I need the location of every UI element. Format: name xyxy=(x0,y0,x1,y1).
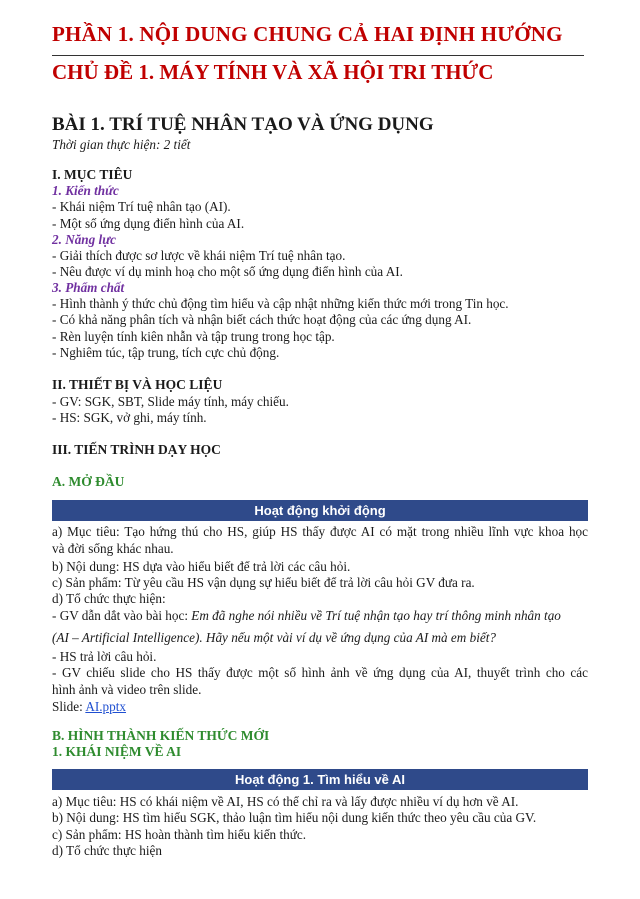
lesson-title: BÀI 1. TRÍ TUỆ NHÂN TẠO VÀ ỨNG DỤNG xyxy=(52,114,434,135)
warmup-organization: d) Tổ chức thực hiện: xyxy=(52,591,166,606)
gv-slide-line: hình ảnh và video trên slide. xyxy=(52,682,202,697)
warmup-goal-line: a) Mục tiêu: Tạo hứng thú cho HS, giúp HS thấy được AI có mặt trong nhiều lĩnh vực khoa học xyxy=(52,524,588,539)
activity-banner-ai: Hoạt động 1. Tìm hiểu về AI xyxy=(52,769,588,790)
title-divider xyxy=(52,55,584,56)
knowledge-item: - Khái niệm Trí tuệ nhân tạo (AI). xyxy=(52,199,231,214)
gv-question: Em đã nghe nói nhiều về Trí tuệ nhận tạo hay trí thông minh nhân tạo xyxy=(191,608,561,623)
qualities-item: - Rèn luyện tính kiên nhẫn và tập trung trong học tập. xyxy=(52,329,335,344)
part-title: PHẦN 1. NỘI DUNG CHUNG CẢ HAI ĐỊNH HƯỚNG xyxy=(52,22,563,46)
warmup-goal-line: và đời sống khác nhau. xyxy=(52,541,174,556)
gv-intro-label: - GV dẫn dắt vào bài học: xyxy=(52,608,192,623)
qualities-heading: 3. Phẩm chất xyxy=(52,280,125,295)
slide-line xyxy=(52,698,126,715)
qualities-item: - Hình thành ý thức chủ động tìm hiểu và cập nhật những kiến thức mới trong Tin học. xyxy=(52,296,509,311)
hs-answer: - HS trả lời câu hỏi. xyxy=(52,649,157,664)
qualities-item: - Nghiêm túc, tập trung, tích cực chủ động. xyxy=(52,345,280,360)
section-b-subheading: 1. KHÁI NIỆM VỀ AI xyxy=(52,744,182,759)
slide-label: Slide: xyxy=(52,699,86,714)
equipment-heading: II. THIẾT BỊ VÀ HỌC LIỆU xyxy=(52,377,223,392)
activity-banner-warmup: Hoạt động khởi động xyxy=(52,500,588,521)
equipment-item: - GV: SGK, SBT, Slide máy tính, máy chiếu. xyxy=(52,394,289,409)
warmup-product: c) Sản phẩm: Từ yêu cầu HS vận dụng sự hiểu biết để trả lời câu hỏi GV đưa ra. xyxy=(52,575,475,590)
knowledge-item: - Một số ứng dụng điển hình của AI. xyxy=(52,216,245,231)
gv-question-cont: (AI – Artificial Intelligence). Hãy nếu một vài ví dụ về ứng dụng của AI mà em biết? xyxy=(52,630,496,645)
duration-text: Thời gian thực hiện: 2 tiết xyxy=(52,137,191,152)
gv-slide-line: - GV chiếu slide cho HS thấy được một số hình ảnh về ứng dụng của AI, thuyết trình cho các xyxy=(52,665,588,680)
ai-organization: d) Tổ chức thực hiện xyxy=(52,843,162,858)
equipment-item: - HS: SGK, vở ghi, máy tính. xyxy=(52,410,207,425)
section-a-heading: A. MỞ ĐẦU xyxy=(52,474,125,489)
objectives-heading: I. MỤC TIÊU xyxy=(52,167,133,182)
skills-item: - Nêu được ví dụ minh hoạ cho một số ứng dụng điển hình của AI. xyxy=(52,264,403,279)
ai-product: c) Sản phẩm: HS hoàn thành tìm hiểu kiến thức. xyxy=(52,827,307,842)
qualities-item: - Có khả năng phân tích và nhận biết cách thức hoạt động của các ứng dụng AI. xyxy=(52,312,472,327)
warmup-content: b) Nội dung: HS dựa vào hiểu biết để trả lời các câu hỏi. xyxy=(52,559,351,574)
knowledge-heading: 1. Kiến thức xyxy=(52,183,119,198)
ai-goal: a) Mục tiêu: HS có khái niệm về AI, HS có thể chỉ ra và lấy được nhiều ví dụ hơn về AI. xyxy=(52,794,519,809)
gv-intro-line xyxy=(52,607,561,624)
skills-heading: 2. Năng lực xyxy=(52,232,116,247)
topic-title: CHỦ ĐỀ 1. MÁY TÍNH VÀ XÃ HỘI TRI THỨC xyxy=(52,60,494,84)
ai-content: b) Nội dung: HS tìm hiểu SGK, thảo luận tìm hiểu nội dung kiến thức theo yêu cầu của GV. xyxy=(52,810,537,825)
skills-item: - Giải thích được sơ lược về khái niệm Trí tuệ nhân tạo. xyxy=(52,248,346,263)
slide-link[interactable]: AI.pptx xyxy=(85,699,127,714)
section-b-heading: B. HÌNH THÀNH KIẾN THỨC MỚI xyxy=(52,728,270,743)
process-heading: III. TIẾN TRÌNH DẠY HỌC xyxy=(52,442,221,457)
